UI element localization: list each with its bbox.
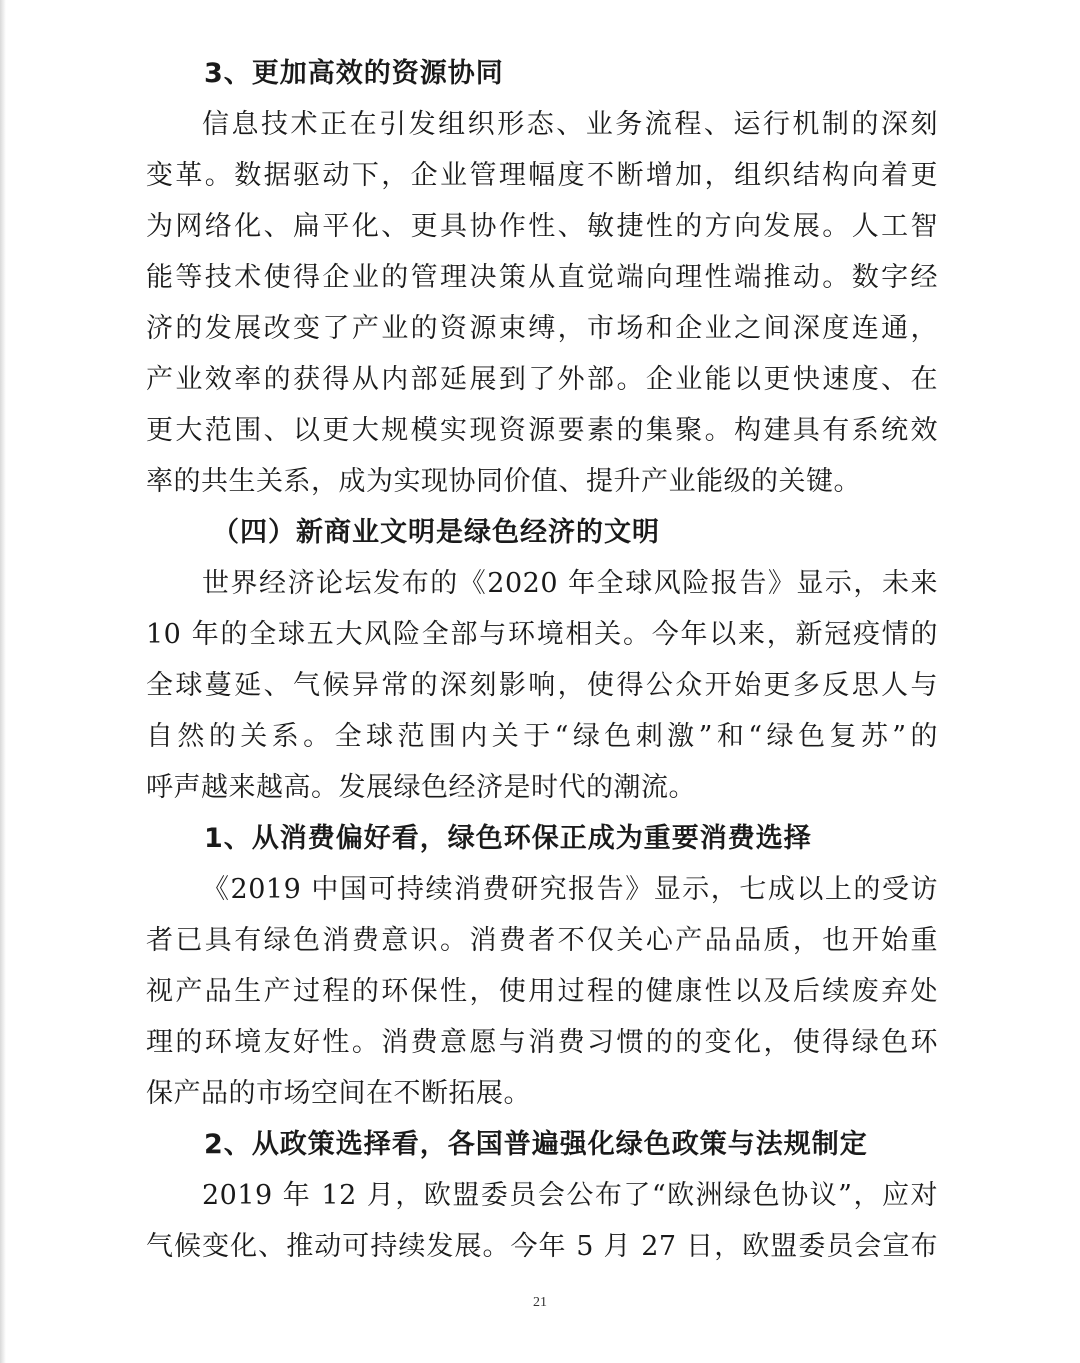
page-edge-shadow <box>0 0 6 1363</box>
text-line: 更大范围、以更大规模实现资源要素的集聚。构建具有系统效 <box>146 415 938 446</box>
section-heading: （四）新商业文明是绿色经济的文明 <box>212 517 660 548</box>
text-line: 济的发展改变了产业的资源束缚，市场和企业之间深度连通， <box>146 313 938 344</box>
text-line: 气候变化、推动可持续发展。今年 5 月 27 日，欧盟委员会宣布 <box>146 1231 938 1262</box>
text-line: 10 年的全球五大风险全部与环境相关。今年以来，新冠疫情的 <box>146 619 938 650</box>
section-heading: 2、从政策选择看，各国普遍强化绿色政策与法规制定 <box>204 1129 868 1160</box>
text-line: 信息技术正在引发组织形态、业务流程、运行机制的深刻 <box>202 109 938 140</box>
text-line: 率的共生关系，成为实现协同价值、提升产业能级的关键。 <box>146 466 861 497</box>
paragraph <box>146 565 938 820</box>
text-line: 视产品生产过程的环保性，使用过程的健康性以及后续废弃处 <box>146 976 938 1007</box>
text-line: 全球蔓延、气候异常的深刻影响，使得公众开始更多反思人与 <box>146 670 938 701</box>
text-line: 呼声越来越高。发展绿色经济是时代的潮流。 <box>146 772 696 803</box>
text-line: 理的环境友好性。消费意愿与消费习惯的的变化，使得绿色环 <box>146 1027 938 1058</box>
text-line: 变革。数据驱动下，企业管理幅度不断增加，组织结构向着更 <box>146 160 938 191</box>
text-line: 者已具有绿色消费意识。消费者不仅关心产品品质，也开始重 <box>146 925 938 956</box>
document-body <box>146 55 938 1279</box>
section-heading: 3、更加高效的资源协同 <box>204 58 504 89</box>
text-line: 2019 年 12 月，欧盟委员会公布了“欧洲绿色协议”，应对 <box>202 1180 938 1211</box>
section-heading: 1、从消费偏好看，绿色环保正成为重要消费选择 <box>204 823 812 854</box>
text-line: 世界经济论坛发布的《2020 年全球风险报告》显示，未来 <box>202 568 938 599</box>
text-line: 能等技术使得企业的管理决策从直觉端向理性端推动。数字经 <box>146 262 938 293</box>
paragraph <box>146 1177 938 1279</box>
text-line: 保产品的市场空间在不断拓展。 <box>146 1078 531 1109</box>
page-number: 21 <box>533 1295 547 1310</box>
paragraph <box>146 106 938 514</box>
text-line: 为网络化、扁平化、更具协作性、敏捷性的方向发展。人工智 <box>146 211 938 242</box>
text-line: 产业效率的获得从内部延展到了外部。企业能以更快速度、在 <box>146 364 938 395</box>
paragraph <box>146 871 938 1126</box>
text-line: 自然的关系。全球范围内关于“绿色刺激”和“绿色复苏”的 <box>146 721 938 752</box>
text-line: 《2019 中国可持续消费研究报告》显示，七成以上的受访 <box>202 874 938 905</box>
